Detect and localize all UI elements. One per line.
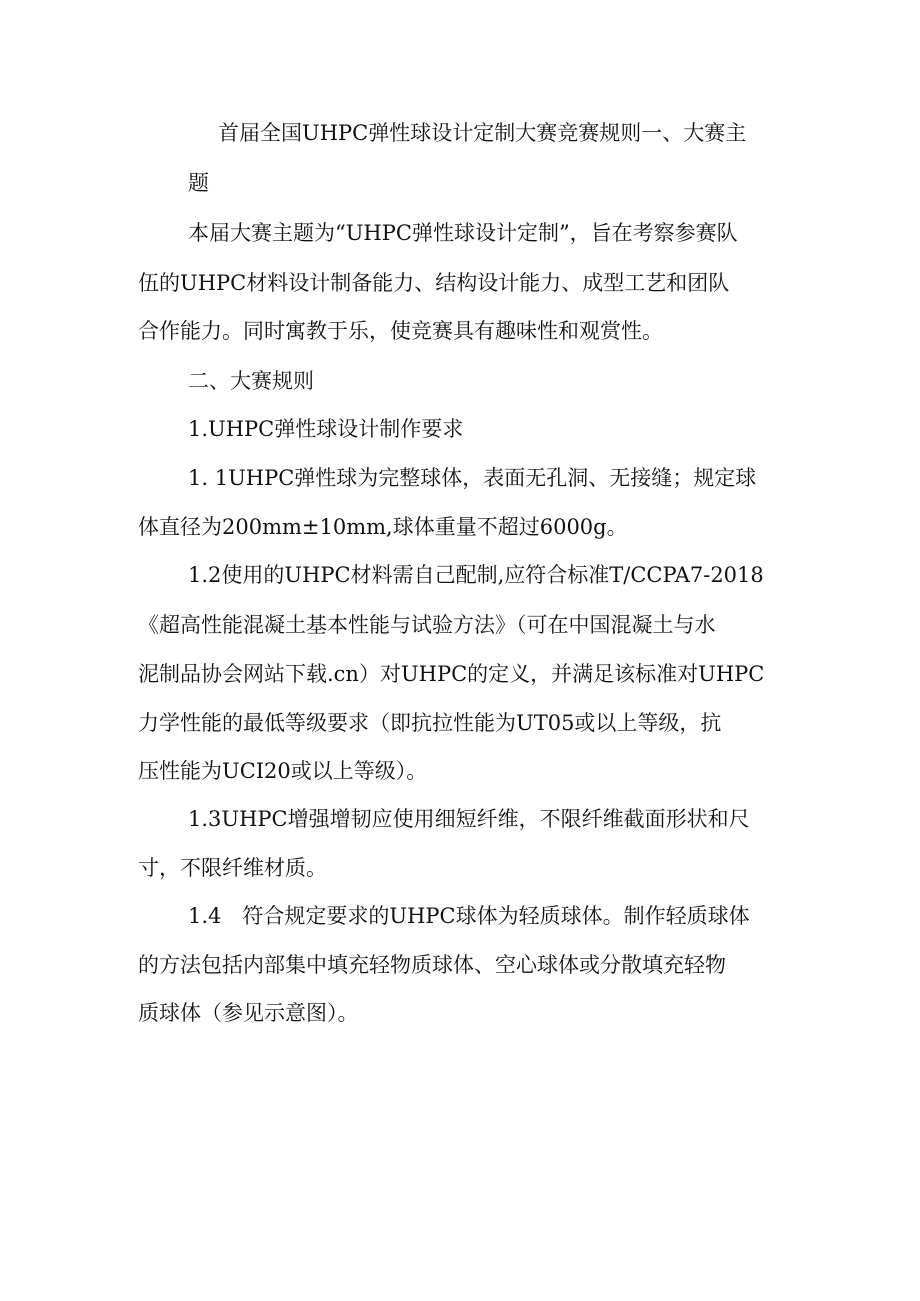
item-1-2-line-5: 压性能为UCI20或以上等级）。 bbox=[138, 759, 428, 783]
item-1-4-line-3: 质球体（参见示意图）。 bbox=[138, 1001, 359, 1025]
paragraph-theme-line-2: 伍的UHPC材料设计制备能力、结构设计能力、成型工艺和团队 bbox=[138, 271, 730, 295]
item-1-4-line-2: 的方法包括内部集中填充轻物质球体、空心球体或分散填充轻物 bbox=[138, 953, 726, 977]
item-1-2-line-3: 泥制品协会网站下载.cn）对UHPC的定义，并满足该标准对UHPC bbox=[138, 662, 765, 686]
item-1-1-line-1: 1. 1UHPC弹性球为完整球体，表面无孔洞、无接缝；规定球 bbox=[188, 466, 757, 490]
item-1-2-line-1: 1.2使用的UHPC材料需自己配制,应符合标准T/CCPA7-2018 bbox=[188, 563, 764, 587]
subheading-1: 1.UHPC弹性球设计制作要求 bbox=[188, 417, 464, 441]
section-heading-rules: 二、大赛规则 bbox=[188, 369, 314, 393]
item-1-2-line-4: 力学性能的最低等级要求（即抗拉性能为UT05或以上等级，抗 bbox=[138, 711, 722, 735]
item-1-4-line-1: 1.4 符合规定要求的UHPC球体为轻质球体。制作轻质球体 bbox=[188, 904, 750, 928]
item-1-2-line-2: 《超高性能混凝土基本性能与试验方法》（可在中国混凝土与水 bbox=[138, 613, 716, 637]
item-1-1-line-2: 体直径为200mm±10mm,球体重量不超过6000g。 bbox=[138, 515, 628, 539]
title-line-1: 首届全国UHPC弹性球设计定制大赛竞赛规则一、大赛主 bbox=[218, 121, 747, 145]
paragraph-theme-line-1: 本届大赛主题为“UHPC弹性球设计定制”，旨在考察参赛队 bbox=[188, 221, 738, 245]
item-1-3-line-2: 寸，不限纤维材质。 bbox=[138, 856, 327, 880]
paragraph-theme-line-3: 合作能力。同时寓教于乐，使竞赛具有趣味性和观赏性。 bbox=[138, 319, 663, 343]
item-1-3-line-1: 1.3UHPC增强增韧应使用细短纤维，不限纤维截面形状和尺 bbox=[188, 807, 750, 831]
title-line-2: 题 bbox=[188, 171, 209, 195]
